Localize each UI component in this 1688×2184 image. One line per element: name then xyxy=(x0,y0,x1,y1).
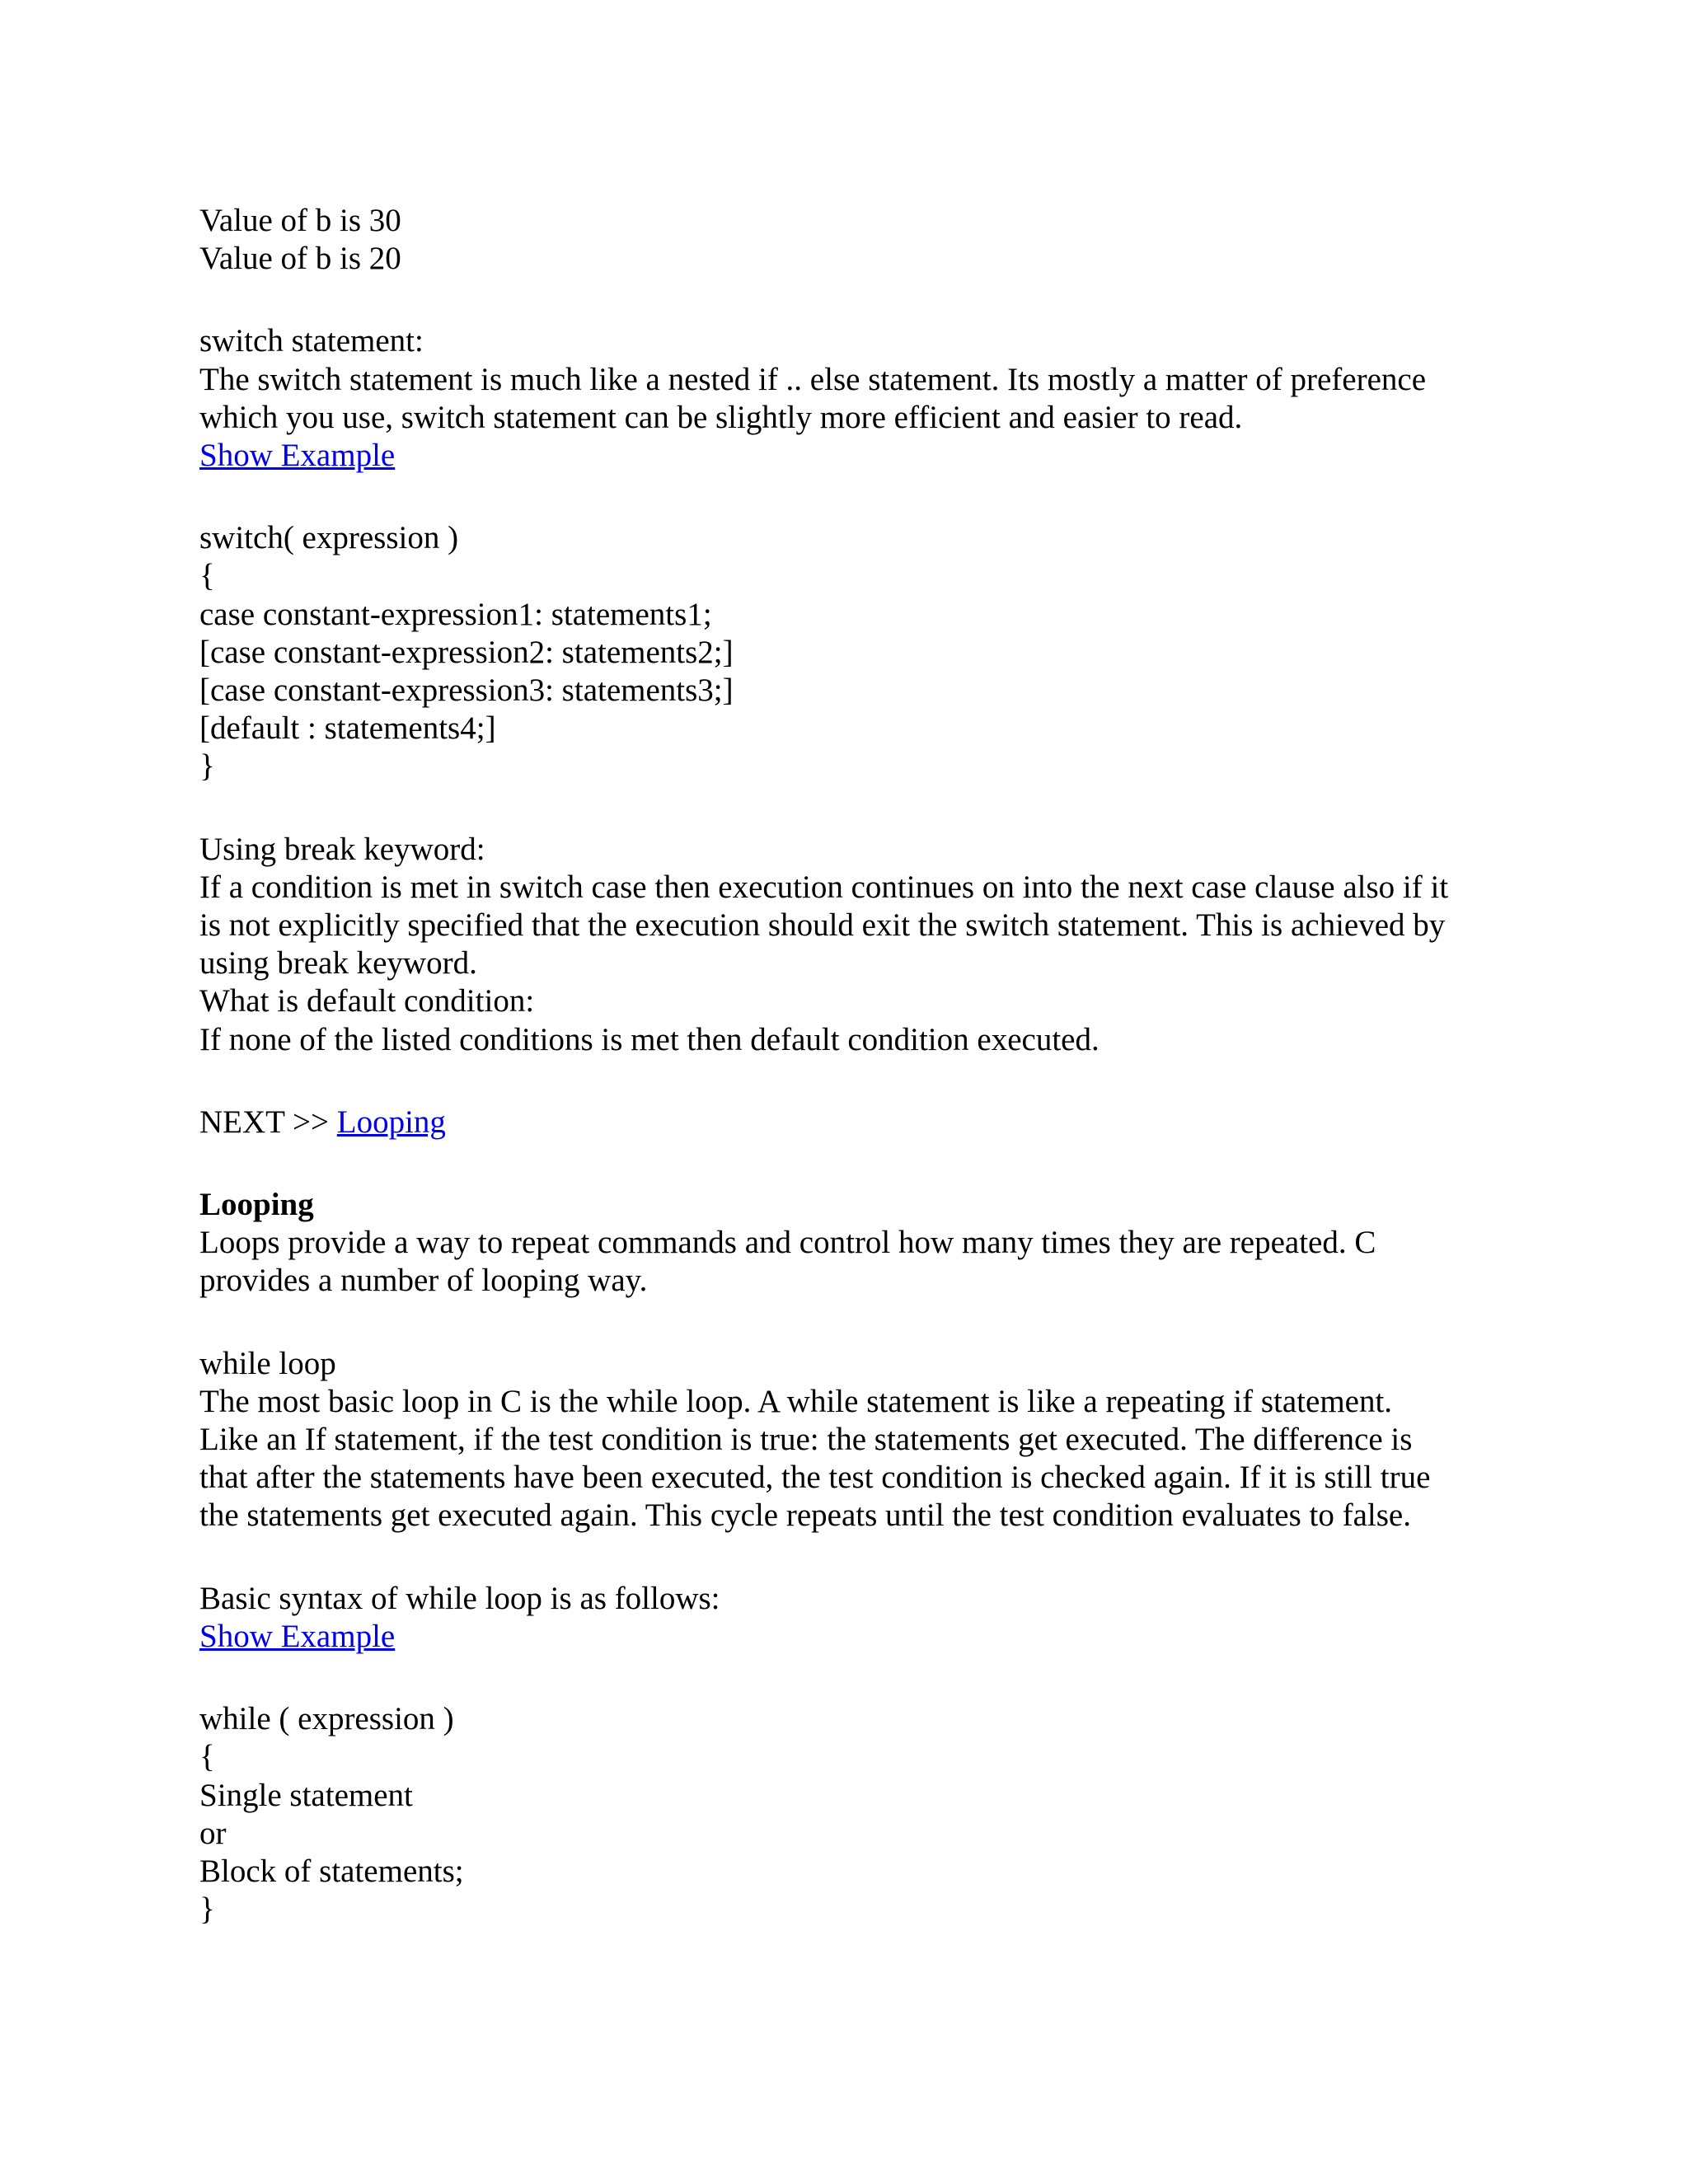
code-line: { xyxy=(199,558,215,594)
next-prefix: NEXT >> xyxy=(199,1104,337,1140)
looping-link[interactable]: Looping xyxy=(336,1104,446,1140)
code-line: Block of statements; xyxy=(199,1853,464,1889)
show-example-link[interactable]: Show Example xyxy=(199,438,396,474)
switch-code-block xyxy=(199,519,1502,785)
code-line: case constant-expression1: statements1; xyxy=(199,596,712,632)
default-description: If none of the listed conditions is met then default condition executed. xyxy=(199,1021,1100,1057)
while-description: The most basic loop in C is the while loop. A while statement is like a repeating if statement. xyxy=(199,1383,1393,1419)
break-description: is not explicitly specified that the execution should exit the switch statement. This is achieved by xyxy=(199,907,1446,944)
show-example-link[interactable]: Show Example xyxy=(199,1618,396,1654)
while-heading: while loop xyxy=(199,1345,336,1381)
code-line: } xyxy=(199,748,215,785)
looping-description: Loops provide a way to repeat commands and control how many times they are repeated. C xyxy=(199,1225,1376,1261)
switch-heading: switch statement: xyxy=(199,323,424,359)
output-line: Value of b is 20 xyxy=(199,241,401,277)
while-description: the statements get executed again. This cycle repeats until the test condition evaluates to false. xyxy=(199,1497,1411,1534)
code-line: or xyxy=(199,1815,227,1851)
break-description: If a condition is met in switch case then execution continues on into the next case clause also if it xyxy=(199,869,1449,905)
syntax-intro: Basic syntax of while loop is as follows: xyxy=(199,1580,720,1616)
code-line: [case constant-expression2: statements2;] xyxy=(199,634,734,670)
default-heading: What is default condition: xyxy=(199,983,535,1019)
looping-description: provides a number of looping way. xyxy=(199,1263,648,1299)
break-heading: Using break keyword: xyxy=(199,831,485,867)
code-line: switch( expression ) xyxy=(199,520,459,556)
code-line: while ( expression ) xyxy=(199,1701,454,1737)
while-code-block xyxy=(199,1700,1502,1929)
code-line: Single statement xyxy=(199,1777,413,1813)
code-line: [default : statements4;] xyxy=(199,710,496,747)
next-nav xyxy=(199,1104,1502,1141)
code-line: { xyxy=(199,1739,215,1775)
looping-heading: Looping xyxy=(199,1187,314,1223)
code-line: } xyxy=(199,1891,215,1928)
code-line: [case constant-expression3: statements3;] xyxy=(199,673,734,709)
switch-description: The switch statement is much like a nested if .. else statement. Its mostly a matter of preference xyxy=(199,361,1426,397)
while-description: that after the statements have been executed, the test condition is checked again. If it is still true xyxy=(199,1460,1431,1496)
break-description: using break keyword. xyxy=(199,945,477,982)
switch-description: which you use, switch statement can be slightly more efficient and easier to read. xyxy=(199,399,1243,435)
while-description: Like an If statement, if the test condition is true: the statements get executed. The difference is xyxy=(199,1422,1413,1458)
output-line: Value of b is 30 xyxy=(199,203,401,238)
document-page xyxy=(199,202,1502,1929)
